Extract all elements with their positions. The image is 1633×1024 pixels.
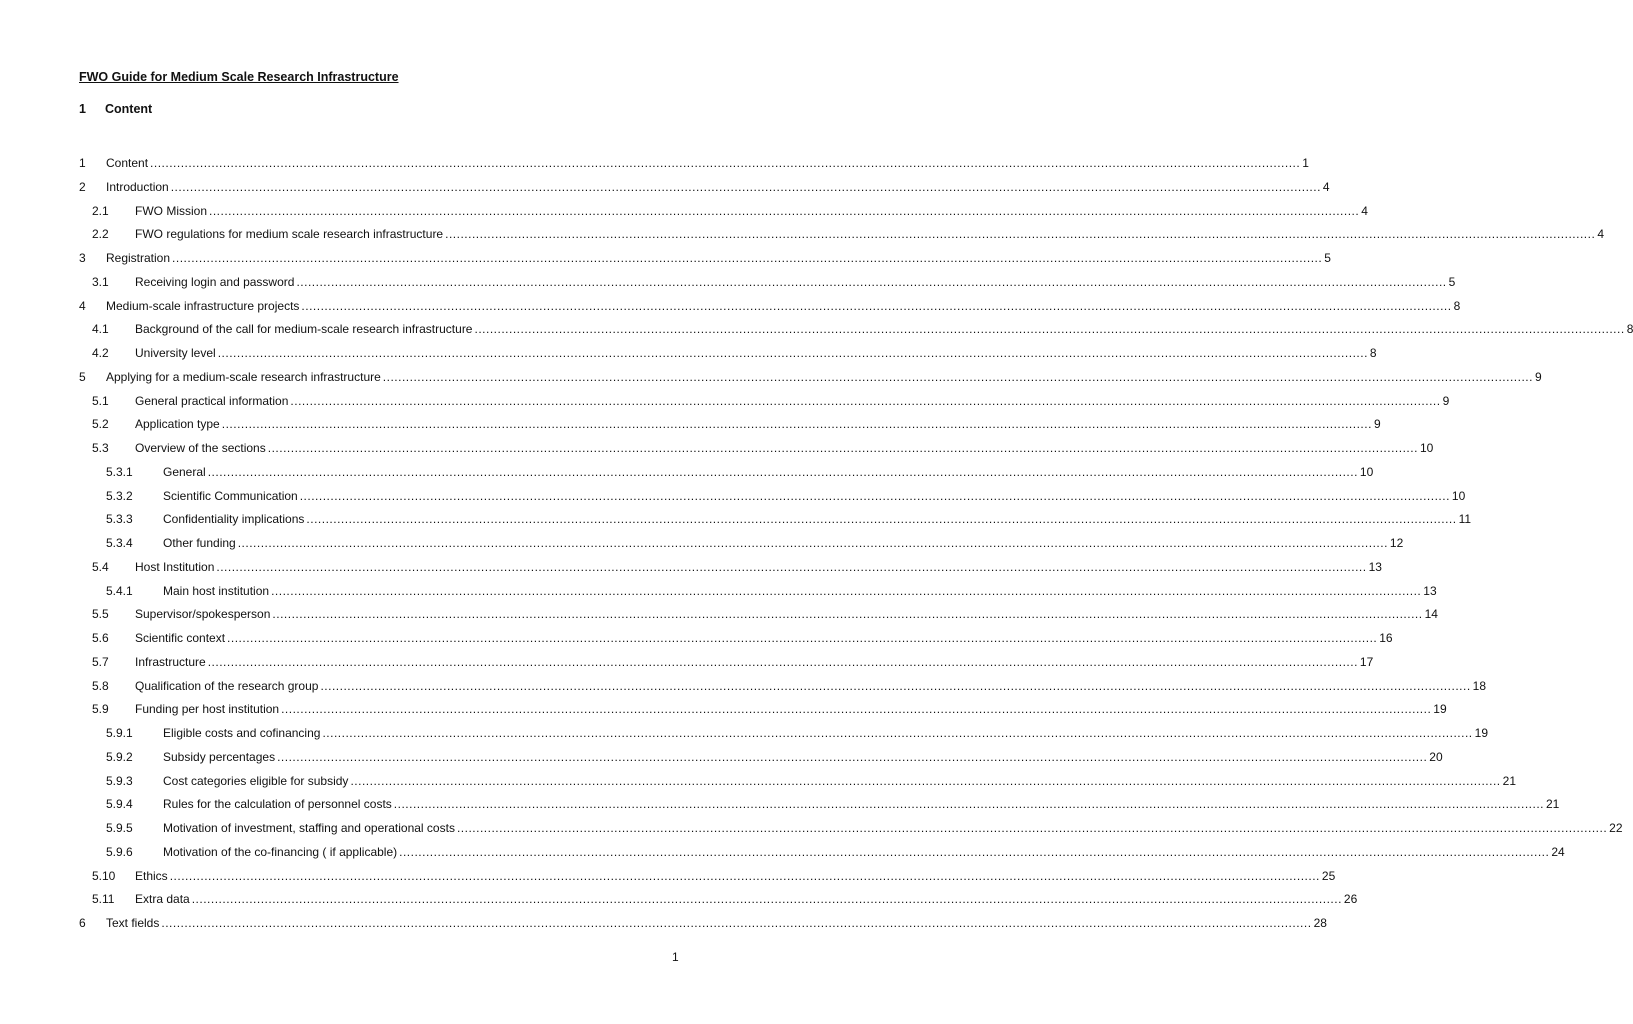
toc-entry[interactable]	[0, 629, 1393, 647]
toc-entry-title: Scientific context	[135, 631, 226, 645]
toc-leader-dots: ............................................................................................................................................................................................................................................................................................................	[272, 607, 1423, 622]
toc-entry-number: 3	[79, 251, 86, 265]
toc-entry[interactable]	[0, 772, 1516, 790]
toc-leader-dots: ............................................................................................................................................................................................................................................................................................................	[322, 726, 1473, 740]
toc-entry-page: 9	[1373, 417, 1381, 432]
toc-entry-number: 4	[79, 298, 86, 313]
toc-leader-dots: ............................................................................................................................................................................................................................................................................................................	[209, 203, 1360, 218]
toc-entry-number: 5.2	[92, 417, 109, 432]
toc-entry-title: Ethics	[135, 868, 168, 883]
toc-entry-page: 12	[1389, 536, 1404, 550]
section-heading-number: 1	[79, 102, 86, 116]
toc-leader-dots: ............................................................................................................................................................................................................................................................................................................	[301, 298, 1452, 313]
toc-leader-dots: ............................................................................................................................................................................................................................................................................................................	[281, 702, 1432, 717]
toc-entry-title: Applying for a medium-scale research infrastructure	[106, 369, 381, 384]
toc-leader-dots: ............................................................................................................................................................................................................................................................................................................	[150, 156, 1301, 170]
toc-leader-dots: ............................................................................................................................................................................................................................................................................................................	[207, 464, 1358, 479]
toc-entry-title: Motivation of the co-financing ( if applicable)	[163, 844, 398, 859]
toc-entry-page: 24	[1551, 844, 1565, 859]
toc-entry-number: 5.3.3	[106, 512, 133, 527]
toc-entry[interactable]	[0, 202, 1368, 220]
toc-entry-title: Receiving login and password	[135, 274, 295, 289]
toc-leader-dots: ............................................................................................................................................................................................................................................................................................................	[170, 179, 1321, 194]
toc-entry-page: 4	[1597, 227, 1604, 242]
toc-entry[interactable]	[0, 415, 1381, 433]
toc-entry-page: 10	[1359, 464, 1374, 479]
toc-entry-page: 26	[1343, 892, 1358, 907]
toc-entry[interactable]	[0, 510, 1472, 528]
toc-leader-dots: ............................................................................................................................................................................................................................................................................................................	[306, 512, 1457, 527]
toc-entry-page: 25	[1321, 868, 1336, 883]
toc-entry[interactable]	[0, 320, 1633, 338]
toc-entry-page: 5	[1324, 251, 1331, 265]
toc-entry[interactable]	[0, 700, 1447, 718]
toc-entry-number: 5.3.4	[106, 536, 133, 550]
toc-entry-number: 5.4	[92, 559, 109, 574]
toc-entry-title: Confidentiality implications	[163, 512, 305, 527]
toc-entry-page: 1	[1302, 156, 1309, 170]
toc-entry-title: General practical information	[135, 393, 289, 408]
section-heading-label: Content	[105, 102, 153, 116]
toc-entry[interactable]	[0, 653, 1374, 671]
toc-entry-number: 5.6	[92, 631, 109, 645]
toc-entry[interactable]	[0, 273, 1456, 291]
toc-entry-title: Subsidy percentages	[163, 749, 276, 764]
toc-entry-title: Cost categories eligible for subsidy	[163, 773, 349, 788]
toc-entry-page: 13	[1368, 559, 1382, 574]
toc-entry[interactable]	[0, 677, 1487, 695]
toc-entry-page: 11	[1458, 512, 1472, 527]
toc-entry-title: Registration	[106, 251, 171, 265]
toc-entry-title: Main host institution	[163, 583, 270, 598]
toc-entry-title: Infrastructure	[135, 654, 206, 669]
toc-entry-title: Text fields	[106, 916, 160, 930]
toc-entry[interactable]	[0, 582, 1437, 600]
toc-entry-number: 4.1	[92, 322, 109, 337]
toc-entry-page: 9	[1442, 393, 1450, 408]
toc-leader-dots: ............................................................................................................................................................................................................................................................................................................	[271, 583, 1422, 598]
toc-leader-dots: ............................................................................................................................................................................................................................................................................................................	[169, 868, 1320, 883]
toc-leader-dots: ............................................................................................................................................................................................................................................................................................................	[227, 631, 1378, 645]
toc-entry-number: 5.3.1	[106, 464, 133, 479]
toc-entry-number: 5.1	[92, 393, 109, 408]
toc-entry-title: Scientific Communication	[163, 488, 298, 503]
toc-entry-number: 5.9.6	[106, 844, 133, 859]
toc-entry-page: 19	[1433, 702, 1447, 717]
toc-entry-title: Qualification of the research group	[135, 678, 319, 693]
toc-entry-number: 5.9.3	[106, 773, 133, 788]
toc-entry-number: 6	[79, 916, 86, 930]
toc-entry[interactable]	[0, 368, 1542, 386]
toc-entry-page: 16	[1379, 631, 1393, 645]
toc-entry[interactable]	[0, 795, 1560, 813]
toc-entry-page: 13	[1423, 583, 1437, 598]
toc-entry-number: 2	[79, 179, 86, 194]
toc-leader-dots: ............................................................................................................................................................................................................................................................................................................	[399, 844, 1550, 859]
toc-entry-page: 14	[1424, 607, 1438, 622]
toc-entry-page: 9	[1534, 369, 1542, 384]
toc-entry-number: 5.9.4	[106, 797, 133, 812]
toc-leader-dots: ............................................................................................................................................................................................................................................................................................................	[172, 251, 1323, 265]
toc-entry-number: 1	[79, 156, 86, 170]
toc-entry[interactable]	[0, 297, 1461, 315]
toc-entry-page: 8	[1626, 322, 1633, 337]
toc-entry-page: 18	[1472, 678, 1487, 693]
toc-entry-title: Motivation of investment, staffing and operational costs	[163, 821, 455, 835]
toc-entry[interactable]	[0, 890, 1358, 908]
toc-leader-dots: ............................................................................................................................................................................................................................................................................................................	[221, 417, 1372, 432]
toc-entry[interactable]	[0, 439, 1434, 457]
toc-entry[interactable]	[0, 392, 1450, 410]
toc-leader-dots: ............................................................................................................................................................................................................................................................................................................	[217, 346, 1368, 360]
toc-entry-page: 8	[1453, 298, 1461, 313]
toc-leader-dots: ............................................................................................................................................................................................................................................................................................................	[277, 749, 1428, 764]
toc-leader-dots: ............................................................................................................................................................................................................................................................................................................	[216, 559, 1367, 574]
toc-leader-dots: ............................................................................................................................................................................................................................................................................................................	[474, 322, 1625, 337]
toc-leader-dots: ............................................................................................................................................................................................................................................................................................................	[290, 393, 1441, 408]
toc-entry-number: 5.10	[92, 868, 116, 883]
toc-entry-number: 5	[79, 369, 86, 384]
toc-leader-dots: ............................................................................................................................................................................................................................................................................................................	[382, 369, 1533, 384]
toc-entry-number: 5.3.2	[106, 488, 133, 503]
toc-leader-dots: ............................................................................................................................................................................................................................................................................................................	[320, 678, 1471, 693]
toc-entry[interactable]	[0, 867, 1336, 885]
toc-entry-title: Medium-scale infrastructure projects	[106, 298, 300, 313]
toc-entry-page: 4	[1322, 179, 1330, 194]
toc-entry[interactable]	[0, 487, 1466, 505]
toc-entry-page: 28	[1313, 916, 1327, 930]
toc-entry[interactable]	[0, 724, 1488, 742]
toc-entry-number: 5.11	[92, 892, 115, 907]
toc-entry-title: Other funding	[163, 536, 236, 550]
toc-entry[interactable]	[0, 534, 1404, 552]
toc-entry-number: 5.9.2	[106, 749, 133, 764]
toc-entry[interactable]	[0, 819, 1623, 837]
toc-entry-number: 3.1	[92, 274, 109, 289]
toc-entry-title: Introduction	[106, 179, 169, 194]
toc-entry-page: 10	[1451, 488, 1466, 503]
toc-entry-number: 5.9	[92, 702, 109, 717]
toc-leader-dots: ............................................................................................................................................................................................................................................................................................................	[207, 654, 1358, 669]
toc-entry[interactable]	[0, 748, 1443, 766]
toc-leader-dots: ............................................................................................................................................................................................................................................................................................................	[445, 227, 1596, 242]
toc-entry[interactable]	[0, 344, 1377, 362]
toc-entry-title: Content	[106, 156, 149, 170]
toc-entry-number: 4.2	[92, 346, 109, 360]
toc-entry-page: 10	[1419, 441, 1434, 455]
toc-entry-number: 2.2	[92, 227, 109, 242]
toc-entry-number: 5.3	[92, 441, 109, 455]
toc-leader-dots: ............................................................................................................................................................................................................................................................................................................	[299, 488, 1450, 503]
toc-entry-title: FWO Mission	[135, 203, 207, 218]
toc-entry-title: Eligible costs and cofinancing	[163, 726, 321, 740]
toc-entry-number: 5.8	[92, 678, 109, 693]
toc-entry-title: FWO regulations for medium scale research infrastructure	[135, 227, 444, 242]
toc-entry-title: Rules for the calculation of personnel costs	[163, 797, 392, 812]
toc-entry-page: 19	[1474, 726, 1488, 740]
toc-entry[interactable]	[0, 605, 1438, 623]
toc-leader-dots: ............................................................................................................................................................................................................................................................................................................	[456, 821, 1608, 835]
toc-entry[interactable]	[0, 914, 1327, 932]
toc-entry-number: 5.9.1	[106, 726, 133, 740]
page-number: 1	[672, 950, 679, 964]
toc-entry[interactable]	[0, 843, 1565, 861]
toc-entry[interactable]	[0, 178, 1330, 196]
toc-entry[interactable]	[0, 225, 1604, 243]
toc-entry-number: 2.1	[92, 203, 109, 218]
toc-leader-dots: ............................................................................................................................................................................................................................................................................................................	[350, 773, 1501, 788]
document-title: FWO Guide for Medium Scale Research Infrastructure	[79, 70, 399, 84]
toc-entry-page: 21	[1546, 797, 1560, 812]
toc-entry-page: 5	[1448, 274, 1456, 289]
toc-entry-page: 21	[1502, 773, 1516, 788]
toc-entry-title: Overview of the sections	[135, 441, 266, 455]
toc-entry-title: University level	[135, 346, 216, 360]
toc-entry-page: 4	[1361, 203, 1368, 218]
toc-entry-number: 5.9.5	[106, 821, 133, 835]
toc-leader-dots: ............................................................................................................................................................................................................................................................................................................	[237, 536, 1388, 550]
toc-entry-title: General	[163, 464, 206, 479]
toc-leader-dots: ............................................................................................................................................................................................................................................................................................................	[296, 274, 1447, 289]
toc-entry[interactable]	[0, 154, 1309, 172]
toc-leader-dots: ............................................................................................................................................................................................................................................................................................................	[161, 916, 1312, 930]
toc-entry-title: Application type	[135, 417, 220, 432]
toc-entry-page: 8	[1369, 346, 1377, 360]
toc-entry-page: 17	[1359, 654, 1374, 669]
toc-entry-title: Funding per host institution	[135, 702, 280, 717]
toc-leader-dots: ............................................................................................................................................................................................................................................................................................................	[393, 797, 1544, 812]
toc-entry-page: 20	[1429, 749, 1443, 764]
toc-leader-dots: ............................................................................................................................................................................................................................................................................................................	[267, 441, 1418, 455]
toc-entry[interactable]	[0, 558, 1382, 576]
toc-entry-title: Host Institution	[135, 559, 215, 574]
toc-entry-title: Background of the call for medium-scale research infrastructure	[135, 322, 473, 337]
toc-entry[interactable]	[0, 249, 1331, 267]
toc-entry-number: 5.5	[92, 607, 109, 622]
toc-leader-dots: ............................................................................................................................................................................................................................................................................................................	[191, 892, 1342, 907]
toc-entry-page: 22	[1609, 821, 1623, 835]
toc-entry-number: 5.4.1	[106, 583, 133, 598]
toc-entry-title: Extra data	[135, 892, 190, 907]
toc-entry-number: 5.7	[92, 654, 109, 669]
toc-entry[interactable]	[0, 463, 1374, 481]
toc-entry-title: Supervisor/spokesperson	[135, 607, 271, 622]
